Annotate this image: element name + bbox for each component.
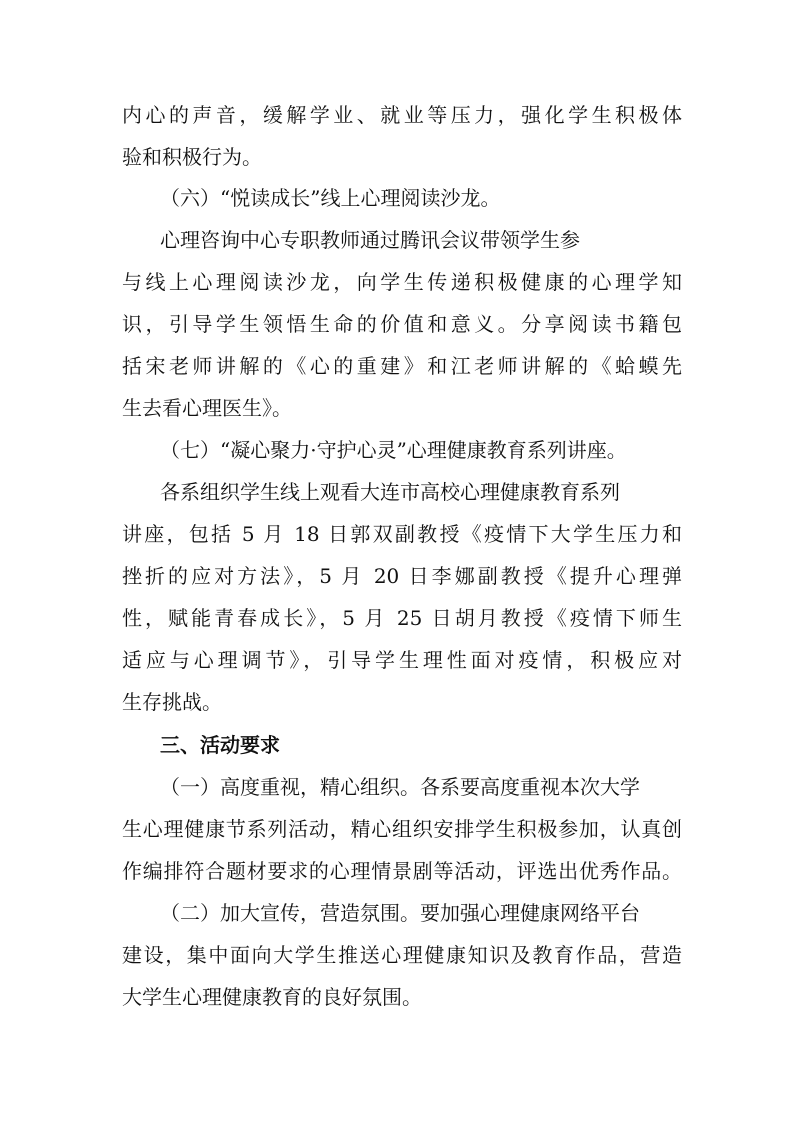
paragraph-line: 括宋老师讲解的《心的重建》和江老师讲解的《蛤蟆先 [122, 354, 682, 378]
paragraph-line: 各系组织学生线上观看大连市高校心理健康教育系列 [160, 480, 620, 504]
paragraph-line: 识，引导学生领悟生命的价值和意义。分享阅读书籍包 [122, 312, 682, 336]
paragraph-line: （二）加大宣传，营造氛围。要加强心理健康网络平台 [160, 901, 640, 925]
section-title-activity-requirements: 三、活动要求 [160, 733, 280, 757]
paragraph-line: 内心的声音，缓解学业、就业等压力，强化学生积极体 [122, 103, 682, 127]
paragraph-line: 适应与心理调节》，引导学生理性面对疫情，积极应对 [122, 648, 682, 672]
paragraph-line: 挫折的应对方法》，5 月 20 日李娜副教授《提升心理弹 [122, 564, 682, 588]
paragraph-line: （一）高度重视，精心组织。各系要高度重视本次大学 [160, 775, 640, 799]
paragraph-line: 性，赋能青春成长》，5 月 25 日胡月教授《疫情下师生 [122, 606, 682, 630]
paragraph-line: 讲座，包括 5 月 18 日郭双副教授《疫情下大学生压力和 [122, 522, 682, 546]
paragraph-line: 建设，集中面向大学生推送心理健康知识及教育作品，营造 [122, 943, 682, 967]
paragraph-line: 与线上心理阅读沙龙，向学生传递积极健康的心理学知 [122, 270, 682, 294]
paragraph-line: 生存挑战。 [122, 690, 222, 714]
paragraph-line: 心理咨询中心专职教师通过腾讯会议带领学生参 [160, 228, 580, 252]
section-heading-7: （七）“凝心聚力·守护心灵”心理健康教育系列讲座。 [160, 438, 627, 462]
paragraph-line: 生去看心理医生》。 [122, 396, 292, 420]
section-heading-6: （六）“悦读成长”线上心理阅读沙龙。 [160, 186, 501, 210]
paragraph-line: 验和积极行为。 [122, 145, 262, 169]
paragraph-line: 大学生心理健康教育的良好氛围。 [122, 985, 422, 1009]
paragraph-line: 生心理健康节系列活动，精心组织安排学生积极参加，认真创 [122, 817, 682, 841]
paragraph-line: 作编排符合题材要求的心理情景剧等活动，评选出优秀作品。 [122, 859, 682, 883]
